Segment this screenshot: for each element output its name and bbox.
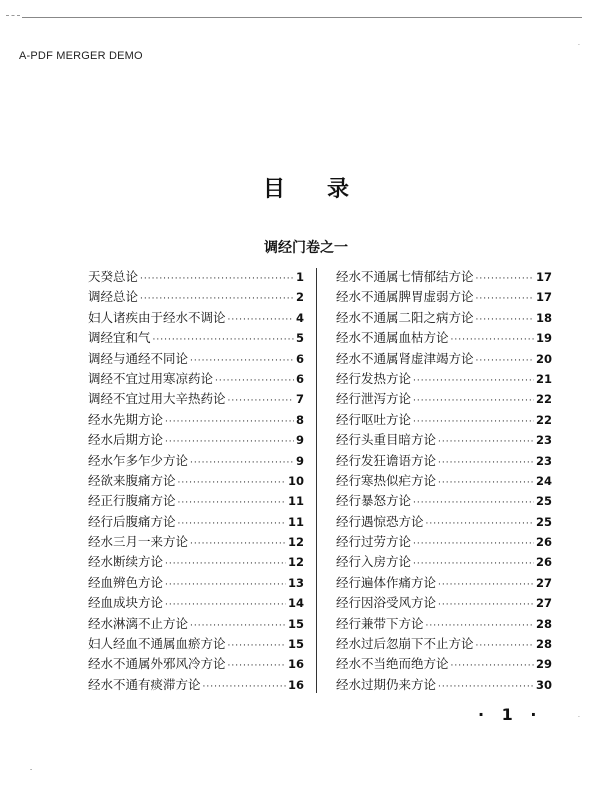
toc-entry — [336, 491, 552, 511]
toc-entry — [336, 593, 552, 613]
toc-entry — [88, 593, 304, 613]
toc-entry-title: 经水不通属七情郁结方论 — [336, 269, 474, 284]
toc-entry-page: 15 — [287, 616, 304, 631]
toc-entry — [336, 654, 552, 674]
toc-entry-title: 经欲来腹痛方论 — [88, 472, 176, 488]
toc-entry-page: 25 — [535, 494, 552, 509]
toc-entry-title: 经水不当绝而绝方论 — [336, 656, 449, 672]
toc-entry-title: 经行遍体作痛方论 — [336, 574, 437, 590]
toc-entry — [336, 267, 552, 287]
dot-leader — [438, 580, 534, 590]
toc-entry-title: 经行后腹痛方论 — [88, 513, 176, 529]
toc-entry — [88, 287, 304, 307]
toc-entry-title: 经水不通属外邪风冷方论 — [88, 656, 226, 672]
dot-leader — [413, 498, 534, 508]
toc-entry-title: 调经宜和气 — [88, 330, 151, 346]
dot-leader — [178, 478, 286, 488]
toc-entry-title: 妇人诸疾由于经水不调论 — [88, 309, 226, 325]
toc-entry-page: 17 — [535, 290, 552, 305]
toc-entry — [88, 349, 304, 369]
toc-entry-page: 27 — [535, 596, 552, 611]
dot-leader — [178, 498, 286, 508]
toc-entry-page: 30 — [535, 677, 552, 692]
toc-entry-title: 经正行腹痛方论 — [88, 493, 176, 509]
toc-entry — [88, 369, 304, 389]
toc-entry-page: 26 — [535, 555, 552, 570]
dot-leader — [426, 621, 534, 631]
toc-entry-title: 经行入房方论 — [336, 554, 412, 570]
toc-entry-title: 经行暴怒方论 — [336, 493, 412, 509]
toc-entry — [336, 287, 552, 307]
dot-leader — [228, 396, 294, 406]
page-title: 目录 — [262, 176, 391, 202]
toc-entry-title: 经行发狂谵语方论 — [336, 452, 437, 468]
toc-entry — [88, 614, 304, 634]
dot-leader — [438, 478, 534, 488]
dot-leader — [190, 621, 286, 631]
toc-entry-page: 2 — [295, 290, 304, 305]
toc-entry-title: 经行泄泻方论 — [336, 391, 412, 407]
toc-entry-page: 25 — [535, 514, 552, 529]
toc-entry-page: 20 — [535, 351, 552, 366]
toc-entry — [88, 634, 304, 654]
toc-entry — [336, 634, 552, 654]
watermark-stamp: A-PDF MERGER DEMO — [19, 50, 143, 62]
toc-entry-page: 23 — [535, 433, 552, 448]
toc-entry — [336, 573, 552, 593]
toc-entry — [88, 308, 304, 328]
toc-entry-title: 调经与通经不同论 — [88, 350, 189, 366]
toc-entry-title: 调经不宜过用大辛热药论 — [88, 391, 226, 407]
toc-entry-title: 经水三月一来方论 — [88, 534, 189, 550]
dot-leader — [140, 294, 294, 304]
dot-leader — [165, 417, 294, 427]
dot-leader — [413, 539, 534, 549]
dot-leader — [190, 539, 286, 549]
toc-entry-title: 经行寒热似疟方论 — [336, 472, 437, 488]
toc-entry-title: 经血成块方论 — [88, 595, 164, 611]
toc-entry — [336, 308, 552, 328]
toc-entry-title: 经水过后忽崩下不止方论 — [336, 636, 474, 652]
toc-entry-page: 10 — [287, 473, 304, 488]
toc-entry-page: 28 — [535, 637, 552, 652]
toc-entry-title: 经水不通属二阳之病方论 — [336, 309, 474, 325]
toc-entry-page: 8 — [295, 412, 304, 427]
dot-leader — [165, 437, 294, 447]
dot-leader — [438, 600, 534, 610]
dot-leader — [451, 661, 534, 671]
toc-entry-title: 经水断续方论 — [88, 554, 164, 570]
toc-entry-title: 经行兼带下方论 — [336, 615, 424, 631]
toc-entry-page: 28 — [535, 616, 552, 631]
toc-entry-page: 7 — [295, 392, 304, 407]
toc-entry-page: 22 — [535, 412, 552, 427]
toc-entry — [336, 430, 552, 450]
toc-entry — [336, 614, 552, 634]
toc-entry — [88, 328, 304, 348]
toc-entry-title: 经水后期方论 — [88, 432, 164, 448]
dot-leader — [451, 335, 534, 345]
toc-entry-title: 经水乍多乍少方论 — [88, 452, 189, 468]
dot-leader — [165, 559, 286, 569]
toc-entry-title: 经水不通属血枯方论 — [336, 330, 449, 346]
toc-entry-title: 调经总论 — [88, 289, 139, 305]
toc-entry-page: 24 — [535, 473, 552, 488]
toc-entry-page: 19 — [535, 331, 552, 346]
toc-entry-title: 天癸总论 — [88, 269, 139, 284]
toc-entry-page: 16 — [287, 677, 304, 692]
toc-entry-page: 1 — [295, 270, 304, 284]
toc-entry — [88, 532, 304, 552]
dot-leader — [476, 356, 534, 366]
toc-entry-page: 4 — [295, 310, 304, 325]
dot-leader — [203, 682, 286, 692]
toc-entry — [336, 552, 552, 572]
toc-entry-page: 27 — [535, 575, 552, 590]
dot-leader — [190, 458, 294, 468]
toc-entry-page: 12 — [287, 535, 304, 550]
toc-entry-page: 29 — [535, 657, 552, 672]
toc-entry-title: 经行过劳方论 — [336, 534, 412, 550]
toc-entry — [336, 512, 552, 532]
top-rule — [22, 17, 582, 18]
toc-entry — [88, 267, 304, 287]
toc-entry-page: 6 — [295, 351, 304, 366]
dot-leader — [165, 600, 286, 610]
toc-entry-title: 调经不宜过用寒凉药论 — [88, 370, 214, 386]
toc-entry — [336, 389, 552, 409]
scan-mark: - — [30, 766, 33, 773]
dot-leader — [413, 417, 534, 427]
toc-entry-title: 经行因浴受风方论 — [336, 595, 437, 611]
toc-entry-page: 16 — [287, 657, 304, 672]
toc-entry-page: 6 — [295, 371, 304, 386]
toc-entry-page: 21 — [535, 371, 552, 386]
dot-leader — [228, 315, 294, 325]
dot-leader — [215, 376, 294, 386]
toc-entry-title: 经水先期方论 — [88, 411, 164, 427]
toc-entry-title: 经行遇惊恐方论 — [336, 513, 424, 529]
toc-entry — [88, 430, 304, 450]
toc-entry-page: 12 — [287, 555, 304, 570]
dot-leader — [228, 641, 286, 651]
dot-leader — [140, 274, 294, 284]
toc-entry — [88, 491, 304, 511]
dot-leader — [476, 641, 534, 651]
toc-entry — [88, 451, 304, 471]
toc-entry-title: 经水不通属脾胃虚弱方论 — [336, 289, 474, 305]
toc-entry-page: 18 — [535, 310, 552, 325]
dot-leader — [153, 335, 294, 345]
toc-entry-title: 经水淋漓不止方论 — [88, 615, 189, 631]
toc-entry-page: 11 — [287, 514, 304, 529]
dot-leader — [413, 376, 534, 386]
toc-entry-title: 经水过期仍来方论 — [336, 676, 437, 692]
toc-entry-title: 经行呕吐方论 — [336, 411, 412, 427]
dot-leader — [476, 315, 534, 325]
toc-column-left — [88, 267, 304, 695]
dot-leader — [413, 396, 534, 406]
toc-entry — [88, 573, 304, 593]
dot-leader — [190, 356, 294, 366]
toc-entry — [336, 328, 552, 348]
toc-entry-page: 17 — [535, 270, 552, 284]
dot-leader — [438, 458, 534, 468]
toc-entry-page: 9 — [295, 433, 304, 448]
toc-entry — [336, 410, 552, 430]
dot-leader — [178, 519, 286, 529]
toc-entry-page: 11 — [287, 494, 304, 509]
scan-mark: · — [578, 42, 580, 49]
column-divider — [316, 268, 317, 693]
toc-entry — [336, 451, 552, 471]
toc-entry-page: 23 — [535, 453, 552, 468]
page-number: · 1 · — [478, 705, 543, 724]
toc-column-right — [336, 267, 552, 695]
dot-leader — [413, 559, 534, 569]
toc-entry-page: 9 — [295, 453, 304, 468]
toc-entry-title: 妇人经血不通属血瘀方论 — [88, 636, 226, 652]
toc-entry — [336, 532, 552, 552]
dot-leader — [476, 274, 534, 284]
toc-entry-page: 22 — [535, 392, 552, 407]
toc-entry-title: 经血辨色方论 — [88, 574, 164, 590]
toc-entry-page: 5 — [295, 331, 304, 346]
dot-leader — [438, 682, 534, 692]
dot-leader — [476, 294, 534, 304]
toc-entry — [88, 471, 304, 491]
toc-entry-page: 15 — [287, 637, 304, 652]
toc-entry-title: 经行头重目暗方论 — [336, 432, 437, 448]
toc-entry-title: 经行发热方论 — [336, 370, 412, 386]
toc-entry — [336, 675, 552, 695]
toc-entry — [336, 349, 552, 369]
toc-entry-title: 经水不通有痰滞方论 — [88, 676, 201, 692]
toc-entry — [88, 389, 304, 409]
dot-leader — [438, 437, 534, 447]
toc-entry-page: 26 — [535, 535, 552, 550]
toc-entry — [336, 471, 552, 491]
top-edge-mark — [6, 15, 20, 17]
toc-entry-title: 经水不通属肾虚津竭方论 — [336, 350, 474, 366]
toc-entry-page: 14 — [287, 596, 304, 611]
section-heading: 调经门卷之一 — [264, 240, 348, 256]
toc-entry — [88, 675, 304, 695]
toc-entry — [336, 369, 552, 389]
toc-entry — [88, 512, 304, 532]
toc-entry — [88, 552, 304, 572]
dot-leader — [426, 519, 534, 529]
toc-entry — [88, 654, 304, 674]
toc-entry-page: 13 — [287, 575, 304, 590]
scan-mark: · — [578, 714, 580, 721]
toc-entry — [88, 410, 304, 430]
dot-leader — [228, 661, 286, 671]
dot-leader — [165, 580, 286, 590]
